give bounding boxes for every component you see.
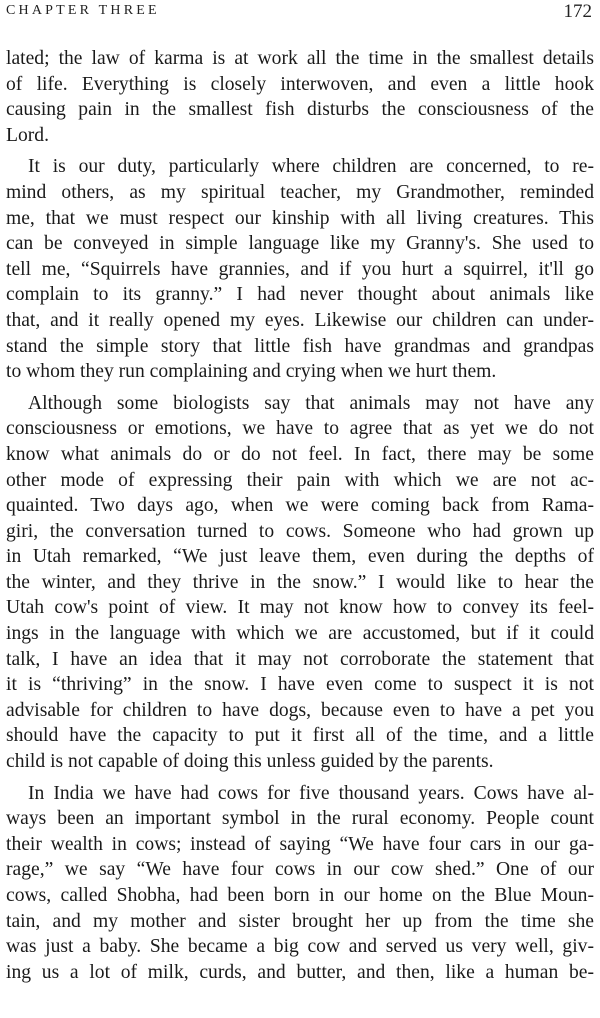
- text-line: can be conveyed in simple language like my Granny's. She used to: [6, 233, 594, 255]
- text-line: of life. Everything is closely interwoven, and even a little hook: [6, 73, 594, 95]
- text-line: in Utah remarked, “We just leave them, even during the depths of: [6, 546, 594, 568]
- text-line: mind others, as my spiritual teacher, my Grandmother, reminded: [6, 181, 594, 203]
- text-line: ings in the language with which we are accustomed, but if it could: [6, 623, 594, 645]
- text-line: In India we have had cows for five thousand years. Cows have al-: [28, 782, 594, 804]
- text-line: to whom they run complaining and crying when we hurt them.: [6, 361, 497, 383]
- text-line: advisable for children to have dogs, because even to have a pet you: [6, 699, 594, 721]
- text-line: Lord.: [6, 124, 49, 146]
- text-line: the winter, and they thrive in the snow.” I would like to hear the: [6, 571, 594, 593]
- text-line: It is our duty, particularly where children are concerned, to re-: [28, 156, 594, 178]
- chapter-title: CHAPTER THREE: [6, 3, 160, 18]
- text-line: cows, called Shobha, had been born in our home on the Blue Moun-: [6, 885, 594, 906]
- text-line: giri, the conversation turned to cows. Someone who had grown up: [6, 520, 594, 542]
- text-line: know what animals do or do not feel. In fact, there may be some: [6, 443, 594, 465]
- paragraph: [6, 46, 594, 148]
- text-line: tain, and my mother and sister brought her up from the time she: [6, 910, 594, 932]
- text-line: ways been an important symbol in the rural economy. People count: [6, 808, 594, 830]
- text-line: Utah cow's point of view. It may not know how to convey its feel-: [6, 597, 594, 619]
- text-line: lated; the law of karma is at work all the time in the smallest details: [6, 48, 594, 69]
- text-line: was just a baby. She became a big cow and served us very well, giv-: [6, 936, 594, 958]
- page-number: 172: [563, 1, 592, 22]
- paragraph: [6, 391, 594, 775]
- body-text: [6, 46, 594, 985]
- text-line: Although some biologists say that animals may not have any: [28, 392, 594, 414]
- text-line: talk, I have an idea that it may not corroborate the statement that: [6, 648, 594, 670]
- paragraph: [6, 781, 594, 986]
- text-line: stand the simple story that little fish have grandmas and grandpas: [6, 335, 594, 357]
- text-line: rage,” we say “We have four cows in our cow shed.” One of our: [6, 859, 594, 881]
- text-line: quainted. Two days ago, when we were coming back from Rama-: [6, 495, 594, 517]
- text-line: should have the capacity to put it first all of the time, and a little: [6, 725, 594, 747]
- running-header: [6, 0, 592, 26]
- text-line: other mode of expressing their pain with which we are not ac-: [6, 469, 594, 491]
- text-line: ing us a lot of milk, curds, and butter, and then, like a human be-: [6, 961, 594, 983]
- text-line: consciousness or emotions, we have to agree that as yet we do not: [6, 418, 594, 440]
- text-line: their wealth in cows; instead of saying “We have four cars in our ga-: [6, 833, 594, 855]
- paragraph: [6, 154, 594, 384]
- text-line: child is not capable of doing this unless guided by the parents.: [6, 751, 494, 773]
- text-line: causing pain in the smallest fish disturbs the consciousness of the: [6, 99, 594, 121]
- text-line: it is “thriving” in the snow. I have even come to suspect it is not: [6, 674, 594, 696]
- text-line: me, that we must respect our kinship with all living creatures. This: [6, 207, 594, 229]
- text-line: that, and it really opened my eyes. Likewise our children can under-: [6, 309, 594, 331]
- text-line: complain to its granny.” I had never thought about animals like: [6, 284, 594, 306]
- text-line: tell me, “Squirrels have grannies, and if you hurt a squirrel, it'll go: [6, 258, 594, 280]
